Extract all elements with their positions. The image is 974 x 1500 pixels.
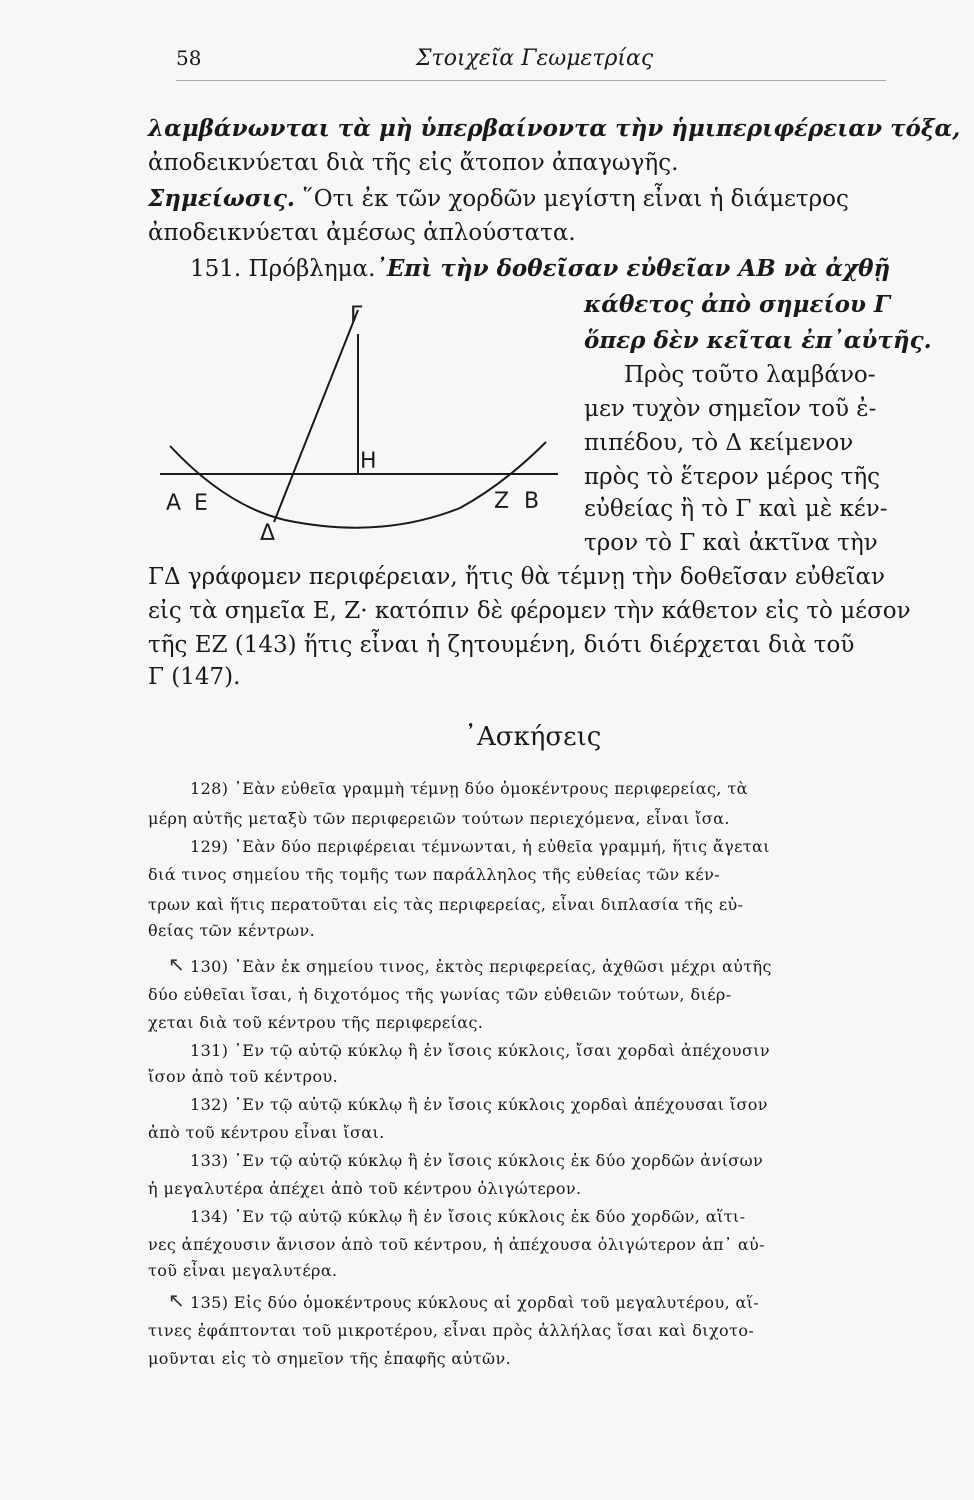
geometry-figure [160,296,560,556]
check-mark-icon: ↖ [168,952,185,976]
note-label: Σημείωσις. [148,185,295,212]
side-line-2: μεν τυχὸν σημεῖον τοῦ ἐ- [584,396,877,422]
label-e: Ε [194,491,208,516]
exercise-line: ἀπὸ τοῦ κέντρου εἶναι ἴσαι. [148,1123,385,1142]
exercise-line: θείας τῶν κέντρων. [148,921,316,940]
label-h: Η [360,449,377,474]
page-number: 58 [176,46,202,70]
intro-line-1: λαμβάνωνται τὰ μὴ ὑπερβαίνοντα τὴν ἡμιπεριφέρειαν τόξα, [148,115,961,142]
exercise-line: 134) ᾿Εν τῷ αὐτῷ κύκλῳ ἢ ἐν ἴσοις κύκλοις ἐκ δύο χορδῶν, αἵτι- [190,1207,746,1226]
label-a: Α [166,491,182,516]
exercise-line: ἡ μεγαλυτέρα ἀπέχει ἀπὸ τοῦ κέντρου ὀλιγώτερον. [148,1179,582,1198]
exercise-line: 132) ᾿Εν τῷ αὐτῷ κύκλῳ ἢ ἐν ἴσοις κύκλοις χορδαὶ ἀπέχουσαι ἴσον [190,1095,768,1114]
exercise-line: νες ἀπέχουσιν ἄνισον ἀπὸ τοῦ κέντρου, ἡ ἀπέχουσα ὀλιγώτερον ἀπ᾿ αὐ- [148,1235,765,1254]
exercise-line: τρων καὶ ἥτις περατοῦται εἰς τὰς περιφερείας, εἶναι διπλασία τῆς εὐ- [148,895,744,914]
exercise-line: μέρη αὐτῆς μεταξὺ τῶν περιφερειῶν τούτων περιεχόμενα, εἶναι ἴσα. [148,809,730,828]
header-rule [176,80,886,81]
side-line-4: πρὸς τὸ ἕτερον μέρος τῆς [584,464,881,490]
label-d: Δ [260,521,276,546]
side-line-6: τρον τὸ Γ καὶ ἀκτῖνα τὴν [584,530,878,556]
intro-line-4: ἀποδεικνύεται ἀμέσως ἁπλούστατα. [148,220,576,246]
exercise-line: 135) Εἰς δύο ὁμοκέντρους κύκλους αἱ χορδαὶ τοῦ μεγαλυτέρου, αἵ- [190,1293,760,1312]
exercise-line: 130) ᾿Εὰν ἐκ σημείου τινος, ἐκτὸς περιφερείας, ἀχθῶσι μέχρι αὐτῆς [190,957,772,976]
side-line-3: πιπέδου, τὸ Δ κείμενον [584,430,854,456]
note-text: ῞Οτι ἐκ τῶν χορδῶν μεγίστη εἶναι ἡ διάμετρος [302,186,849,212]
full-line-4: Γ (147). [148,664,241,690]
intro-line-2: ἀποδεικνύεται διὰ τῆς εἰς ἄτοπον ἀπαγωγῆς. [148,150,679,176]
radius-gd [274,310,358,522]
label-b: Β [524,489,540,514]
side-line-5: εὐθείας ἢ τὸ Γ καὶ μὲ κέν- [584,496,888,522]
note-line [148,184,849,214]
page-header [176,46,886,74]
problem-statement-1: ᾿Επὶ τὴν δοθεῖσαν εὐθεῖαν ΑΒ νὰ ἀχθῇ [375,255,891,282]
exercise-line: 131) ᾿Εν τῷ αὐτῷ κύκλῳ ἢ ἐν ἴσοις κύκλοις, ἴσαι χορδαὶ ἀπέχουσιν [190,1041,771,1060]
exercise-line: μοῦνται εἰς τὸ σημεῖον τῆς ἐπαφῆς αὐτῶν. [148,1349,512,1368]
exercise-line: δύο εὐθεῖαι ἴσαι, ἡ διχοτόμος τῆς γωνίας τῶν εὐθειῶν τούτων, διέρ- [148,985,732,1004]
side-line-1: Πρὸς τοῦτο λαμβάνο- [624,362,876,388]
problem-line-1 [190,254,890,284]
exercise-line: 133) ᾿Εν τῷ αὐτῷ κύκλῳ ἢ ἐν ἴσοις κύκλοις ἐκ δύο χορδῶν ἀνίσων [190,1151,764,1170]
exercise-line: 129) ᾿Εὰν δύο περιφέρειαι τέμνωνται, ἡ εὐθεῖα γραμμή, ἥτις ἄγεται [190,837,770,856]
problem-number: 151. [190,256,242,282]
full-line-2: εἰς τὰ σημεῖα Ε, Ζ· κατόπιν δὲ φέρομεν τὴν κάθετον εἰς τὸ μέσον [148,598,911,624]
full-line-1: ΓΔ γράφομεν περιφέρειαν, ἥτις θὰ τέμνῃ τὴν δοθεῖσαν εὐθεῖαν [148,564,886,590]
label-z: Ζ [494,489,510,514]
running-title: Στοιχεῖα Γεωμετρίας [416,46,654,71]
check-mark-icon: ↖ [168,1288,185,1312]
exercise-line: διά τινος σημείου τῆς τομῆς των παράλληλος τῆς εὐθείας τῶν κέν- [148,865,721,884]
exercise-line: χεται διὰ τοῦ κέντρου τῆς περιφερείας. [148,1013,484,1032]
problem-statement-3: ὅπερ δὲν κεῖται ἐπ᾿αὐτῆς. [584,327,932,354]
full-line-3: τῆς ΕΖ (143) ἥτις εἶναι ἡ ζητουμένη, διότι διέρχεται διὰ τοῦ [148,632,855,658]
problem-label: Πρόβλημα. [248,256,376,282]
exercise-line: τοῦ εἶναι μεγαλυτέρα. [148,1261,338,1280]
exercise-line: 128) ᾿Εὰν εὐθεῖα γραμμὴ τέμνῃ δύο ὁμοκέντρους περιφερείας, τὰ [190,779,748,798]
exercises-heading: ᾿Ασκήσεις [464,722,602,752]
label-g: Γ [350,303,363,328]
problem-statement-2: κάθετος ἀπὸ σημείου Γ [584,291,891,318]
exercise-line: τινες ἐφάπτονται τοῦ μικροτέρου, εἶναι πρὸς ἀλλήλας ἴσαι καὶ διχοτο- [148,1321,755,1340]
exercise-line: ἴσον ἀπὸ τοῦ κέντρου. [148,1067,339,1086]
